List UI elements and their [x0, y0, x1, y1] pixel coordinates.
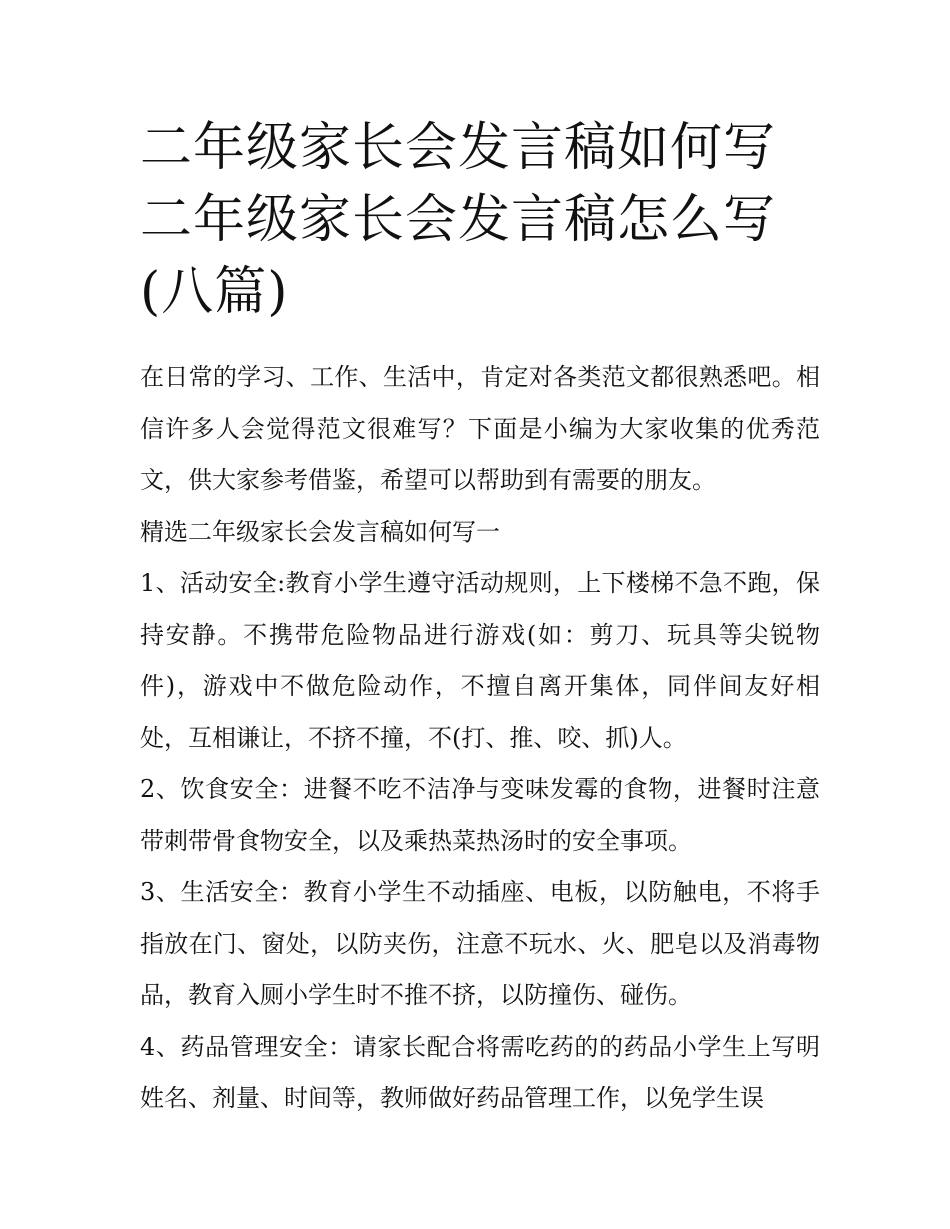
section-heading: 精选二年级家长会发言稿如何写一	[140, 517, 500, 546]
list-item-medicine-safety: 4、药品管理安全：请家长配合将需吃药的的药品小学生上写明姓名、剂量、时间等，教师做好药品管理工作，以免学生误	[140, 1032, 820, 1112]
document-title: 二年级家长会发言稿如何写 二年级家长会发言稿怎么写(八篇)	[140, 118, 777, 322]
document-body	[140, 352, 820, 1125]
list-item-food-safety: 2、饮食安全：进餐不吃不洁净与变味发霉的食物，进餐时注意带刺带骨食物安全，以及乘热菜热汤时的安全事项。	[140, 775, 820, 855]
list-item-life-safety: 3、生活安全：教育小学生不动插座、电板，以防触电，不将手指放在门、窗处，以防夹伤，注意不玩水、火、肥皂以及消毒物品，教育入厕小学生时不推不挤，以防撞伤、碰伤。	[140, 878, 820, 1009]
intro-paragraph: 在日常的学习、工作、生活中，肯定对各类范文都很熟悉吧。相信许多人会觉得范文很难写？下面是小编为大家收集的优秀范文，供大家参考借鉴，希望可以帮助到有需要的朋友。	[140, 363, 820, 494]
list-item-activity-safety: 1、活动安全:教育小学生遵守活动规则，上下楼梯不急不跑，保持安静。不携带危险物品进行游戏(如：剪刀、玩具等尖锐物件)，游戏中不做危险动作，不擅自离开集体，同伴间友好相处，互相谦让，不挤不撞，不(打、推、咬、抓)人。	[140, 569, 820, 752]
